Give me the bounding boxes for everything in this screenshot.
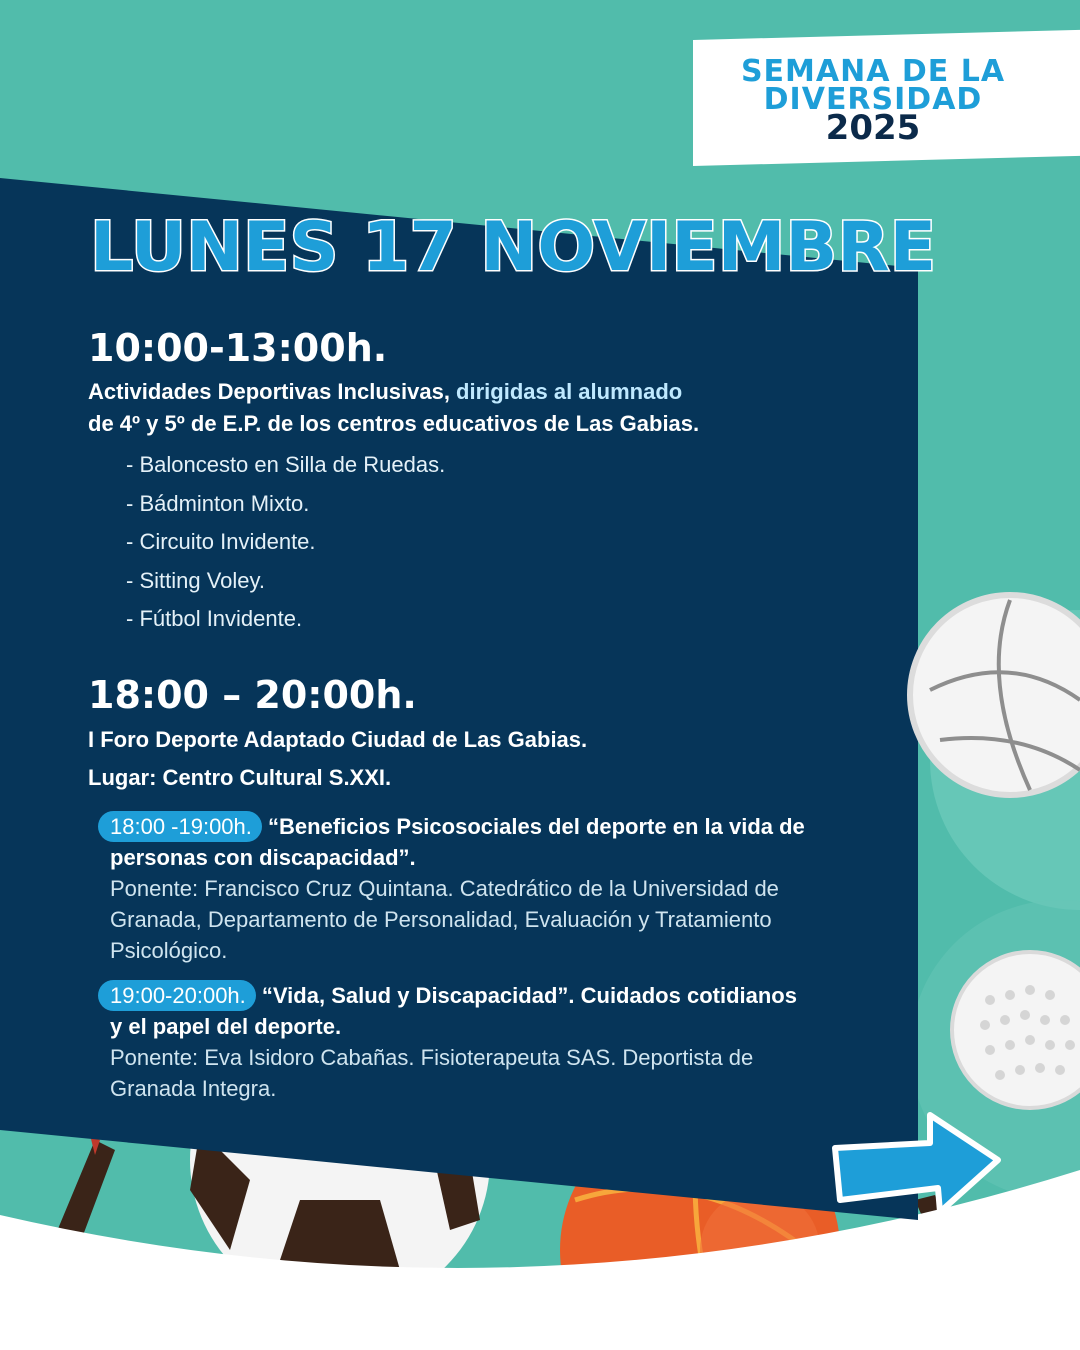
- activity-list: [126, 446, 908, 639]
- morning-description-light: dirigidas al alumnado: [449, 379, 683, 404]
- forum-place: Lugar: Centro Cultural S.XXI.: [88, 764, 392, 790]
- morning-description: [88, 376, 908, 440]
- list-item: - Circuito Invidente.: [126, 529, 316, 554]
- list-item: - Sitting Voley.: [126, 567, 265, 593]
- list-item: - Bádminton Mixto.: [126, 490, 310, 516]
- event-badge-text: [693, 54, 1053, 149]
- morning-description-line2: de 4º y 5º de E.P. de los centros educativos de Las Gabias.: [88, 411, 700, 436]
- list-item: - Baloncesto en Silla de Ruedas.: [126, 452, 446, 477]
- event-year: 2025: [825, 108, 921, 149]
- day-title: LUNES 17 NOVIEMBRE: [90, 208, 937, 287]
- talk-speaker: Ponente: Eva Isidoro Cabañas. Fisioterapeuta SAS. Deportista de Granada Integra.: [110, 1044, 754, 1101]
- event-name-line1: SEMANA DE LA: [740, 54, 1006, 89]
- morning-description-bold: Actividades Deportivas Inclusivas,: [88, 379, 450, 404]
- talk-2: [110, 980, 810, 1104]
- talk-time-badge: 19:00-20:00h.: [98, 980, 256, 1011]
- talk-title: “Vida, Salud y Discapacidad”. Cuidados cotidianos y el papel del deporte.: [110, 982, 797, 1039]
- morning-time: 10:00-13:00h.: [88, 326, 388, 370]
- list-item: - Fútbol Invidente.: [126, 606, 303, 631]
- volleyball-icon: [910, 595, 1080, 795]
- schedule-content: [88, 322, 908, 1104]
- talk-1: [110, 811, 810, 966]
- talk-title: “Beneficios Psicosociales del deporte en la vida de personas con discapacidad”.: [110, 813, 805, 870]
- forum-name: I Foro Deporte Adaptado Ciudad de Las Gabias.: [88, 726, 588, 752]
- event-name-line2: DIVERSIDAD: [763, 81, 983, 117]
- talk-time-badge: 18:00 -19:00h.: [98, 811, 262, 842]
- evening-time: 18:00 – 20:00h.: [88, 672, 417, 717]
- talk-speaker: Ponente: Francisco Cruz Quintana. Catedrático de la Universidad de Granada, Departamento de Personalidad, Evaluación y Tratamiento Psicológico.: [110, 875, 779, 963]
